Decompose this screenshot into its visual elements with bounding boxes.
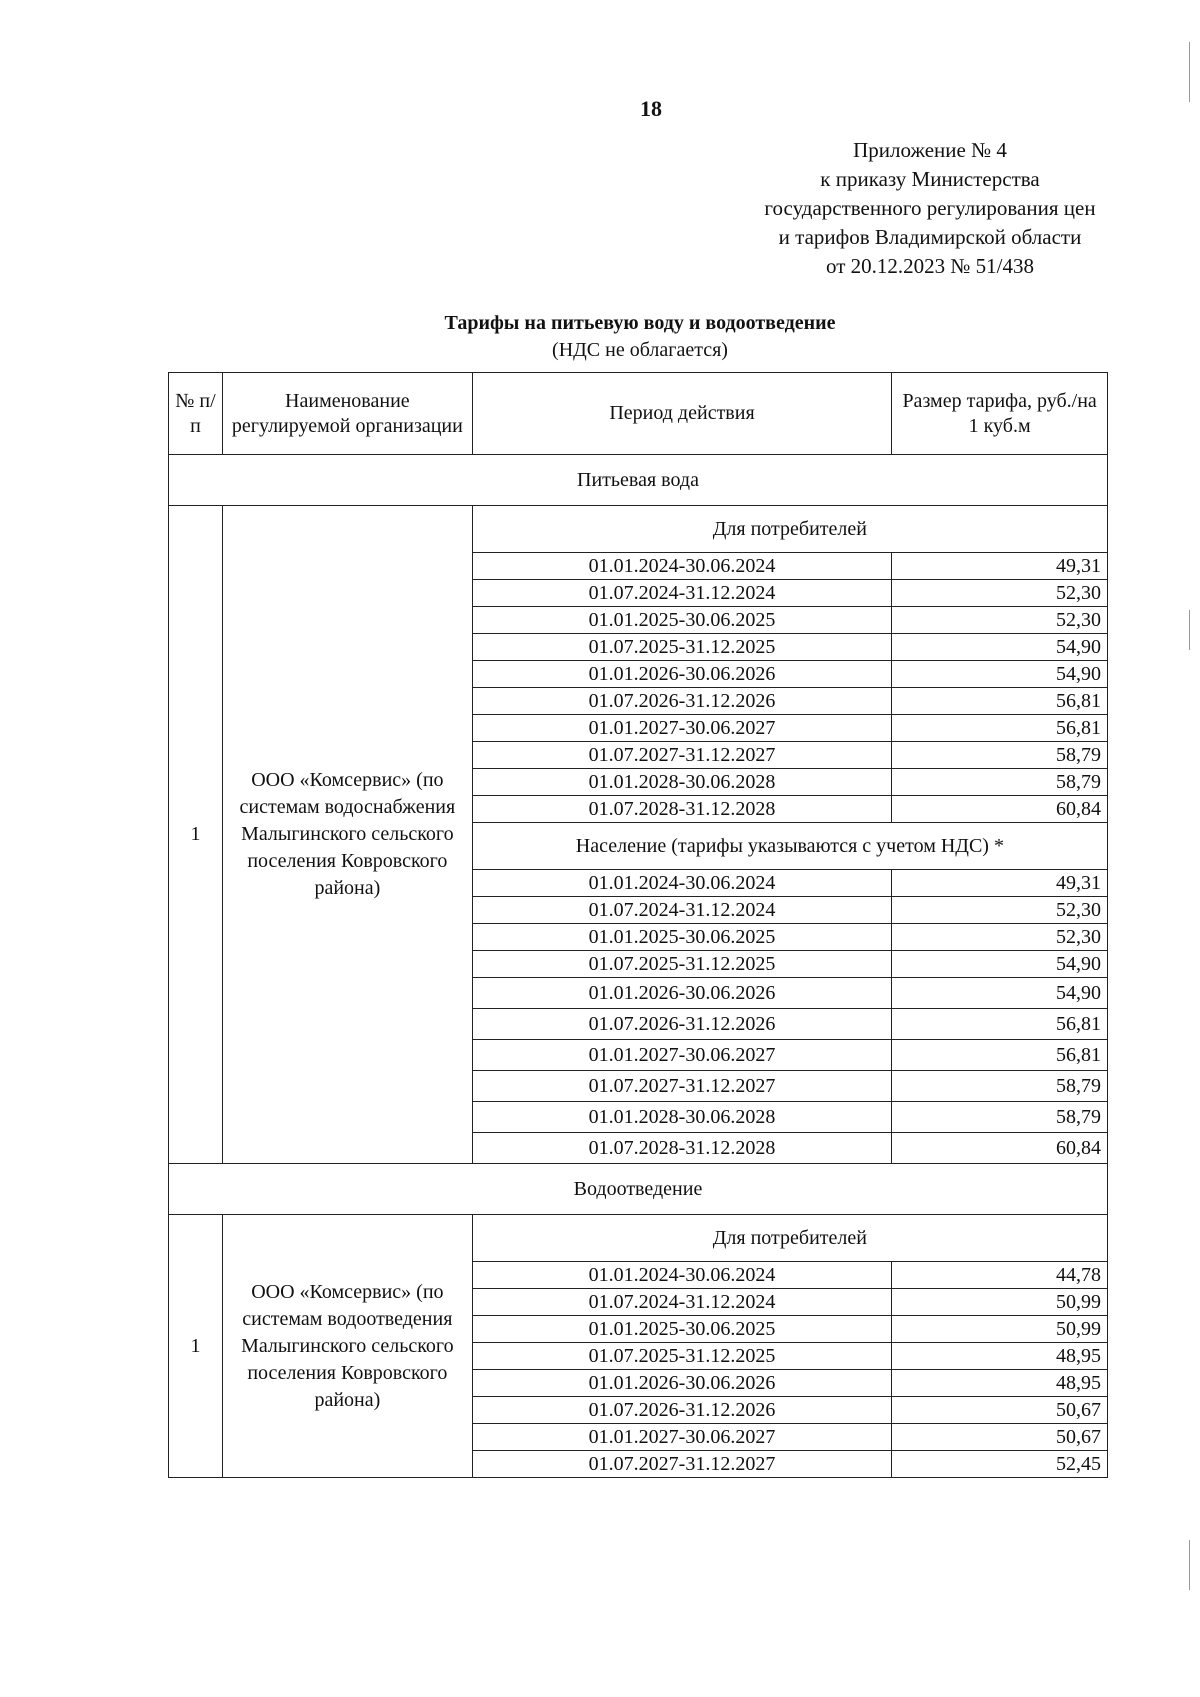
header-rate: Размер тарифа, руб./на 1 куб.м bbox=[892, 373, 1108, 455]
period-cell: 01.01.2026-30.06.2026 bbox=[472, 661, 891, 688]
tariff-value-cell: 52,30 bbox=[892, 607, 1108, 634]
period-cell: 01.01.2025-30.06.2025 bbox=[472, 607, 891, 634]
tariff-value-cell: 50,67 bbox=[892, 1424, 1108, 1451]
tariff-value-cell: 44,78 bbox=[892, 1262, 1108, 1289]
period-cell: 01.07.2026-31.12.2026 bbox=[472, 688, 891, 715]
period-cell: 01.07.2026-31.12.2026 bbox=[472, 1009, 891, 1040]
tariff-value-cell: 56,81 bbox=[892, 1009, 1108, 1040]
tariff-value-cell: 58,79 bbox=[892, 1071, 1108, 1102]
period-cell: 01.07.2027-31.12.2027 bbox=[472, 1071, 891, 1102]
group-row bbox=[169, 506, 1108, 553]
period-cell: 01.07.2028-31.12.2028 bbox=[472, 1133, 891, 1164]
period-cell: 01.07.2028-31.12.2028 bbox=[472, 796, 891, 823]
tariff-value-cell: 54,90 bbox=[892, 661, 1108, 688]
period-cell: 01.01.2024-30.06.2024 bbox=[472, 870, 891, 897]
organization-name: ООО «Комсервис» (по системам водоотведения Малыгинского сельского поселения Ковровского района) bbox=[222, 1215, 472, 1478]
tariff-value-cell: 49,31 bbox=[892, 553, 1108, 580]
consumer-group-label: Для потребителей bbox=[472, 506, 1107, 553]
tariff-value-cell: 54,90 bbox=[892, 951, 1108, 978]
appendix-line: от 20.12.2023 № 51/438 bbox=[825, 254, 1035, 278]
tariff-value-cell: 60,84 bbox=[892, 1133, 1108, 1164]
organization-name: ООО «Комсервис» (по системам водоснабжения Малыгинского сельского поселения Ковровского района) bbox=[222, 506, 472, 1164]
tariff-value-cell: 52,30 bbox=[892, 897, 1108, 924]
tariff-value-cell: 54,90 bbox=[892, 634, 1108, 661]
period-cell: 01.07.2025-31.12.2025 bbox=[472, 951, 891, 978]
scan-edge-mark bbox=[1189, 1540, 1190, 1590]
appendix-line: государственного регулирования цен bbox=[764, 196, 1096, 220]
consumer-group-label: Население (тарифы указываются с учетом НДС) * bbox=[472, 823, 1107, 870]
header-num: № п/п bbox=[169, 373, 223, 455]
period-cell: 01.07.2027-31.12.2027 bbox=[472, 1451, 891, 1478]
tariff-value-cell: 50,67 bbox=[892, 1397, 1108, 1424]
tariff-value-cell: 52,30 bbox=[892, 580, 1108, 607]
appendix-line: Приложение № 4 bbox=[853, 138, 1007, 162]
document-subtitle: (НДС не облагается) bbox=[552, 339, 728, 361]
tariff-value-cell: 52,45 bbox=[892, 1451, 1108, 1478]
period-cell: 01.07.2024-31.12.2024 bbox=[472, 897, 891, 924]
period-cell: 01.01.2026-30.06.2026 bbox=[472, 978, 891, 1009]
consumer-group-label: Для потребителей bbox=[472, 1215, 1107, 1262]
tariff-value-cell: 58,79 bbox=[892, 1102, 1108, 1133]
section-row bbox=[169, 455, 1108, 506]
header-period: Период действия bbox=[472, 373, 891, 455]
period-cell: 01.01.2028-30.06.2028 bbox=[472, 1102, 891, 1133]
period-cell: 01.01.2024-30.06.2024 bbox=[472, 553, 891, 580]
header-org: Наименование регулируемой организации bbox=[222, 373, 472, 455]
period-cell: 01.01.2027-30.06.2027 bbox=[472, 1040, 891, 1071]
section-row bbox=[169, 1164, 1108, 1215]
period-cell: 01.07.2024-31.12.2024 bbox=[472, 1289, 891, 1316]
tariff-value-cell: 49,31 bbox=[892, 870, 1108, 897]
tariff-value-cell: 60,84 bbox=[892, 796, 1108, 823]
page-number: 18 bbox=[640, 96, 662, 121]
period-cell: 01.07.2024-31.12.2024 bbox=[472, 580, 891, 607]
tariff-value-cell: 56,81 bbox=[892, 688, 1108, 715]
group-row bbox=[169, 1215, 1108, 1262]
period-cell: 01.01.2027-30.06.2027 bbox=[472, 1424, 891, 1451]
period-cell: 01.07.2026-31.12.2026 bbox=[472, 1397, 891, 1424]
tariff-value-cell: 56,81 bbox=[892, 1040, 1108, 1071]
row-number: 1 bbox=[169, 506, 223, 1164]
scan-edge-mark bbox=[1189, 42, 1190, 102]
tariff-value-cell: 48,95 bbox=[892, 1370, 1108, 1397]
document-title: Тарифы на питьевую воду и водоотведение bbox=[444, 312, 836, 334]
appendix-block bbox=[700, 136, 1160, 281]
tariff-value-cell: 50,99 bbox=[892, 1316, 1108, 1343]
period-cell: 01.01.2027-30.06.2027 bbox=[472, 715, 891, 742]
section-title: Питьевая вода bbox=[169, 455, 1108, 506]
tariff-table bbox=[168, 372, 1108, 1478]
appendix-line: и тарифов Владимирской области bbox=[778, 225, 1082, 249]
tariff-value-cell: 58,79 bbox=[892, 769, 1108, 796]
period-cell: 01.07.2027-31.12.2027 bbox=[472, 742, 891, 769]
table-header-row bbox=[169, 373, 1108, 455]
period-cell: 01.07.2025-31.12.2025 bbox=[472, 634, 891, 661]
period-cell: 01.01.2028-30.06.2028 bbox=[472, 769, 891, 796]
tariff-value-cell: 58,79 bbox=[892, 742, 1108, 769]
table-body bbox=[169, 455, 1108, 1478]
period-cell: 01.01.2024-30.06.2024 bbox=[472, 1262, 891, 1289]
row-number: 1 bbox=[169, 1215, 223, 1478]
period-cell: 01.01.2025-30.06.2025 bbox=[472, 924, 891, 951]
section-title: Водоотведение bbox=[169, 1164, 1108, 1215]
appendix-line: к приказу Министерства bbox=[820, 167, 1040, 191]
period-cell: 01.01.2025-30.06.2025 bbox=[472, 1316, 891, 1343]
period-cell: 01.01.2026-30.06.2026 bbox=[472, 1370, 891, 1397]
tariff-value-cell: 54,90 bbox=[892, 978, 1108, 1009]
document-title-block bbox=[360, 310, 920, 364]
period-cell: 01.07.2025-31.12.2025 bbox=[472, 1343, 891, 1370]
tariff-value-cell: 52,30 bbox=[892, 924, 1108, 951]
tariff-value-cell: 48,95 bbox=[892, 1343, 1108, 1370]
tariff-value-cell: 50,99 bbox=[892, 1289, 1108, 1316]
tariff-value-cell: 56,81 bbox=[892, 715, 1108, 742]
scan-edge-mark bbox=[1189, 610, 1190, 650]
